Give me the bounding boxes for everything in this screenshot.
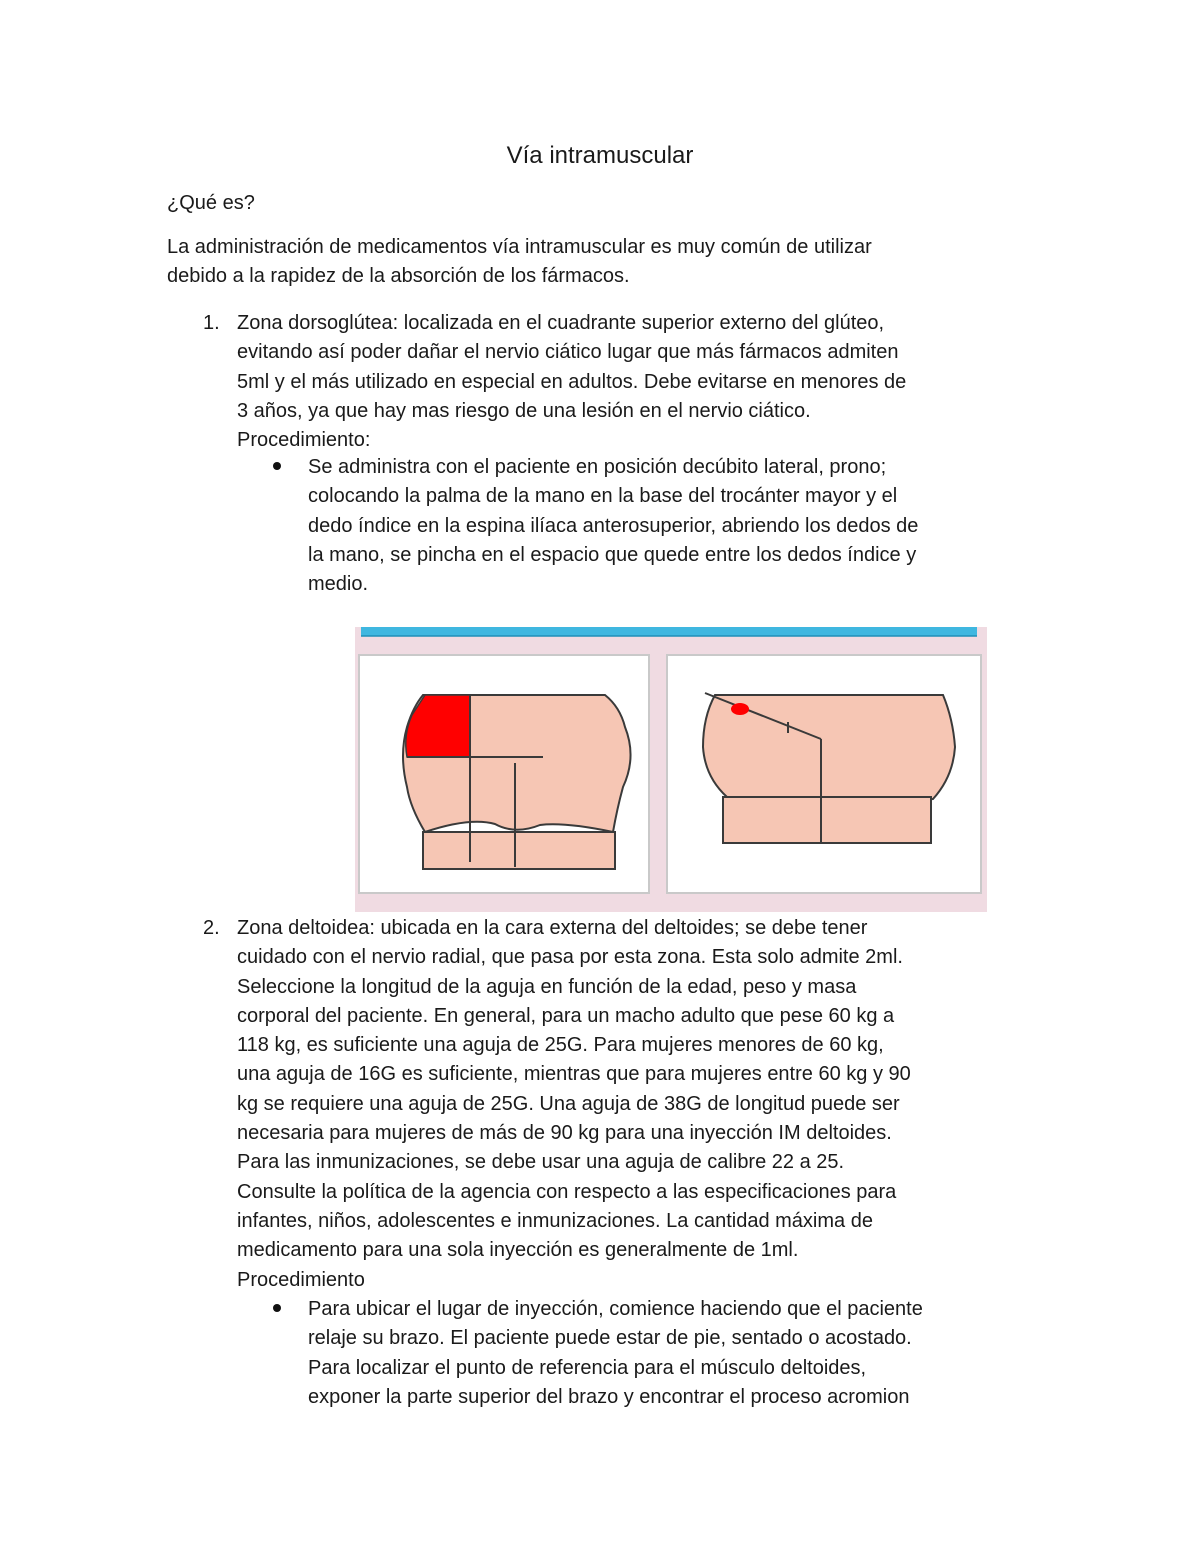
page-title: Vía intramuscular [506,142,694,169]
bullet-line: Para localizar el punto de referencia para el músculo deltoides, [308,1356,867,1379]
bullet-line: colocando la palma de la mano en la base del trocánter mayor y el [308,485,898,508]
gluteal-injection-figure [355,627,987,912]
bullet-item [308,453,1048,599]
procedure-label: Procedimiento: [237,429,371,452]
list-number: 1. [203,312,220,334]
thigh-band [423,832,615,869]
dorsogluteal-panel [359,655,649,893]
bullet-line: relaje su brazo. El paciente puede estar de pie, sentado o acostado. [308,1327,912,1350]
bullet-icon [273,1304,281,1312]
question-heading: ¿Qué es? [167,192,255,214]
intro-line: La administración de medicamentos vía intramuscular es muy común de utilizar [167,236,872,258]
bullet-line: la mano, se pincha en el espacio que quede entre los dedos índice y [308,543,917,566]
intro-line: debido a la rapidez de la absorción de los fármacos. [167,265,630,288]
bullet-item [308,1295,1048,1412]
list-item-deltoid [237,914,1057,1295]
list-item-line: 5ml y el más utilizado en especial en adultos. Debe evitarse en menores de [237,370,907,393]
list-item-line: kg se requiere una aguja de 25G. Una aguja de 38G de longitud puede ser [237,1092,900,1115]
list-item-line: Zona dorsoglútea: localizada en el cuadrante superior externo del glúteo, [237,312,885,334]
injection-point [731,703,749,715]
bullet-line: Para ubicar el lugar de inyección, comience haciendo que el paciente [308,1298,923,1320]
list-item-line: necesaria para mujeres de más de 90 kg para una inyección IM deltoides. [237,1122,892,1145]
list-item-line: evitando así poder dañar el nervio ciático lugar que más fármacos admiten [237,341,899,364]
list-item-line: 118 kg, es suficiente una aguja de 25G. Para mujeres menores de 60 kg, [237,1034,884,1057]
bullet-line: exponer la parte superior del brazo y encontrar el proceso acromion [308,1385,910,1408]
bullet-line: Se administra con el paciente en posición decúbito lateral, prono; [308,456,887,478]
bullet-icon [273,462,281,470]
list-item-line: 3 años, ya que hay mas riesgo de una lesión en el nervio ciático. [237,399,811,422]
bullet-line: dedo índice en la espina ilíaca anterosuperior, abriendo los dedos de [308,514,919,537]
list-item-line: medicamento para una sola inyección es generalmente de 1ml. [237,1239,799,1262]
list-item-line: infantes, niños, adolescentes e inmunizaciones. La cantidad máxima de [237,1209,873,1232]
ventrogluteal-panel [667,655,981,893]
list-item-line: cuidado con el nervio radial, que pasa por esta zona. Esta solo admite 2ml. [237,946,903,969]
list-item-dorsogluteal [237,309,1057,455]
list-item-line: Consulte la política de la agencia con respecto a las especificaciones para [237,1180,897,1203]
figure-top-bar [361,627,977,636]
list-number: 2. [203,917,220,939]
bullet-line: medio. [308,573,369,596]
list-item-line: Seleccione la longitud de la aguja en función de la edad, peso y masa [237,975,857,998]
list-item-line: Para las inmunizaciones, se debe usar una aguja de calibre 22 a 25. [237,1151,845,1174]
procedure-label: Procedimiento [237,1268,365,1291]
list-item-line: Zona deltoidea: ubicada en la cara externa del deltoides; se debe tener [237,917,868,939]
list-item-line: corporal del paciente. En general, para un macho adulto que pese 60 kg a [237,1004,895,1027]
list-item-line: una aguja de 16G es suficiente, mientras que para mujeres entre 60 kg y 90 [237,1063,911,1086]
thigh-band [723,797,931,843]
intro-paragraph [167,233,1047,292]
